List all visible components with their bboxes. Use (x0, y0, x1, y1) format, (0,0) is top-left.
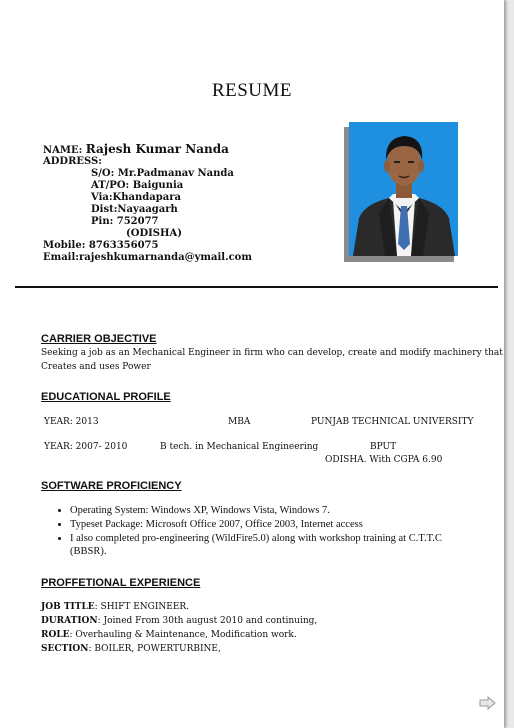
address-line: (ODISHA) (126, 228, 182, 239)
education-institute: PUNJAB TECHNICAL UNIVERSITY (311, 417, 474, 427)
list-item: • Typeset Package: Microsoft Office 2007, Office 2003, Internet access (70, 518, 470, 531)
name-label: NAME: (43, 145, 83, 156)
education-degree: B tech. in Mechanical Engineering (160, 442, 319, 452)
profile-photo (349, 122, 458, 256)
section-divider (15, 286, 498, 288)
section-label: SECTION (41, 644, 89, 654)
education-year: YEAR: 2013 (44, 417, 99, 427)
list-item: • Operating System: Windows XP, Windows Vista, Windows 7. (70, 504, 470, 517)
list-item: • I also completed pro-engineering (WildFire5.0) along with workshop training at C.T.T.C (BBSR). (70, 532, 470, 558)
software-heading: SOFTWARE PROFICIENCY (41, 480, 182, 492)
objective-heading: CARRIER OBJECTIVE (41, 333, 157, 345)
education-year: YEAR: 2007- 2010 (44, 442, 128, 452)
name-row (43, 142, 229, 156)
duration-row (41, 616, 317, 626)
address-line: Via:Khandapara (91, 192, 181, 203)
education-institute: BPUT (370, 442, 397, 452)
education-grade: ODISHA. With CGPA 6.90 (325, 455, 443, 465)
duration-value: : Joined From 30th august 2010 and continuing, (97, 616, 318, 626)
objective-text: Seeking a job as an Mechanical Engineer in firm who can develop, create and modify machinery that (41, 348, 503, 358)
section-row (41, 644, 221, 654)
objective-text: Creates and uses Power (41, 362, 151, 372)
page-title: RESUME (211, 80, 293, 101)
job-title-label: JOB TITLE (41, 602, 95, 612)
education-heading: EDUCATIONAL PROFILE (41, 391, 171, 403)
software-list (56, 504, 470, 559)
section-value: : BOILER, POWERTURBINE, (88, 644, 221, 654)
education-degree: MBA (228, 417, 251, 427)
address-label: ADDRESS: (43, 156, 102, 167)
portrait-illustration (349, 122, 458, 256)
address-line: Dist:Nayaagarh (91, 204, 178, 215)
candidate-name: Rajesh Kumar Nanda (85, 142, 229, 156)
experience-heading: PROFFETIONAL EXPERIENCE (41, 577, 201, 589)
job-title-row (41, 602, 189, 612)
address-line: AT/PO: Baigunia (91, 180, 184, 191)
mobile-number: Mobile: 8763356075 (43, 240, 159, 251)
duration-label: DURATION (41, 616, 98, 626)
role-row (41, 630, 297, 640)
role-value: : Overhauling & Maintenance, Modification work. (69, 630, 297, 640)
role-label: ROLE (41, 630, 70, 640)
arrow-right-icon[interactable] (479, 696, 497, 710)
job-title-value: : SHIFT ENGINEER. (94, 602, 190, 612)
email-address: Email:rajeshkumarnanda@ymail.com (43, 252, 252, 263)
address-line: Pin: 752077 (91, 216, 159, 227)
address-line: S/O: Mr.Padmanav Nanda (91, 168, 234, 179)
